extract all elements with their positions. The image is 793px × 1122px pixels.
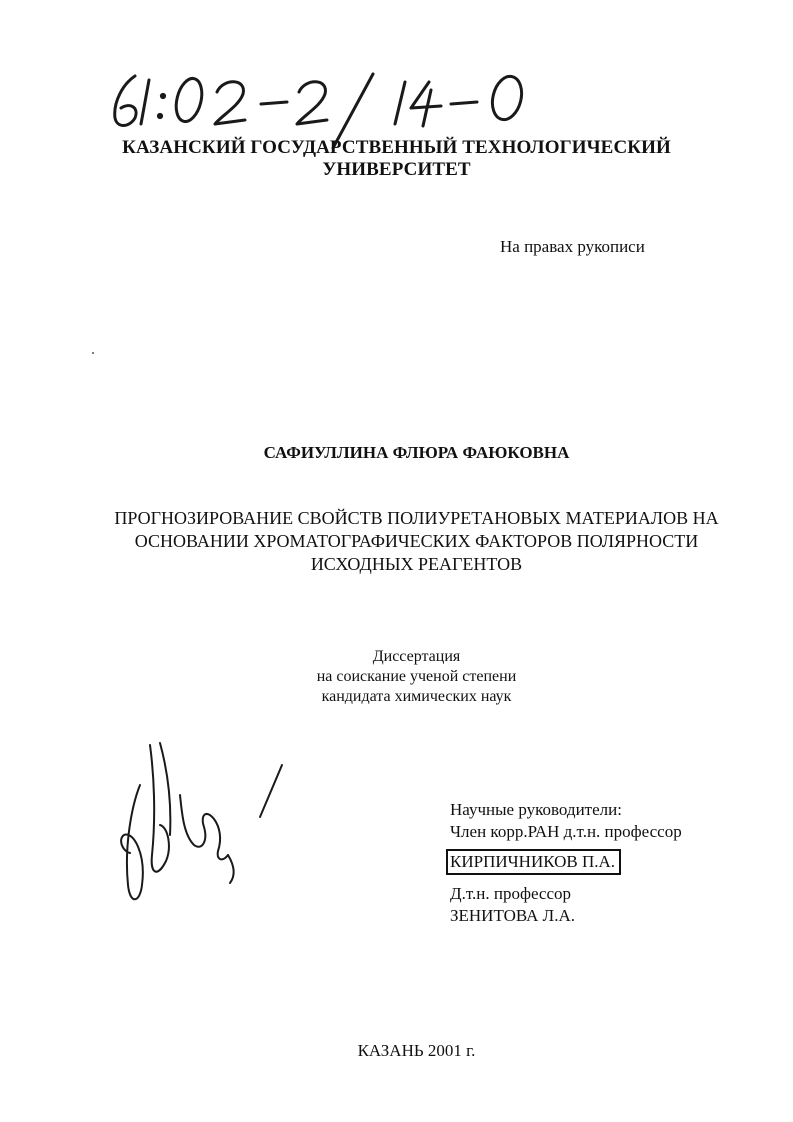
scan-speck	[92, 352, 94, 354]
dissertation-title	[60, 507, 773, 576]
city-and-year: КАЗАНЬ 2001 г.	[357, 1041, 476, 1060]
author-name: САФИУЛЛИНА ФЛЮРА ФАЮКОВНА	[263, 443, 570, 462]
degree-line-2: на соискание ученой степени	[316, 668, 517, 685]
handwritten-signature	[110, 735, 300, 915]
supervisors-block	[450, 799, 682, 927]
university-line-1: КАЗАНСКИЙ ГОСУДАРСТВЕННЫЙ ТЕХНОЛОГИЧЕСКИЙ	[122, 137, 671, 158]
degree-line-1: Диссертация	[372, 648, 461, 665]
title-line-3: ИСХОДНЫХ РЕАГЕНТОВ	[310, 554, 523, 574]
degree-statement	[60, 647, 773, 707]
title-line-1: ПРОГНОЗИРОВАНИЕ СВОЙСТВ ПОЛИУРЕТАНОВЫХ МАТЕРИАЛОВ НА	[114, 508, 719, 528]
supervisor-1-name: КИРПИЧНИКОВ П.А.	[446, 849, 621, 875]
title-line-2: ОСНОВАНИИ ХРОМАТОГРАФИЧЕСКИХ ФАКТОРОВ ПОЛЯРНОСТИ	[134, 531, 699, 551]
degree-line-3: кандидата химических наук	[321, 688, 512, 705]
manuscript-rights-note: На правах рукописи	[500, 237, 645, 256]
supervisors-heading: Научные руководители:	[450, 800, 622, 819]
supervisor-1-title: Член корр.РАН д.т.н. профессор	[450, 822, 682, 841]
university-line-2: УНИВЕРСИТЕТ	[322, 159, 471, 180]
supervisor-2-name: ЗЕНИТОВА Л.А.	[450, 906, 575, 925]
supervisor-2-title: Д.т.н. профессор	[450, 884, 572, 903]
university-name	[60, 137, 733, 181]
